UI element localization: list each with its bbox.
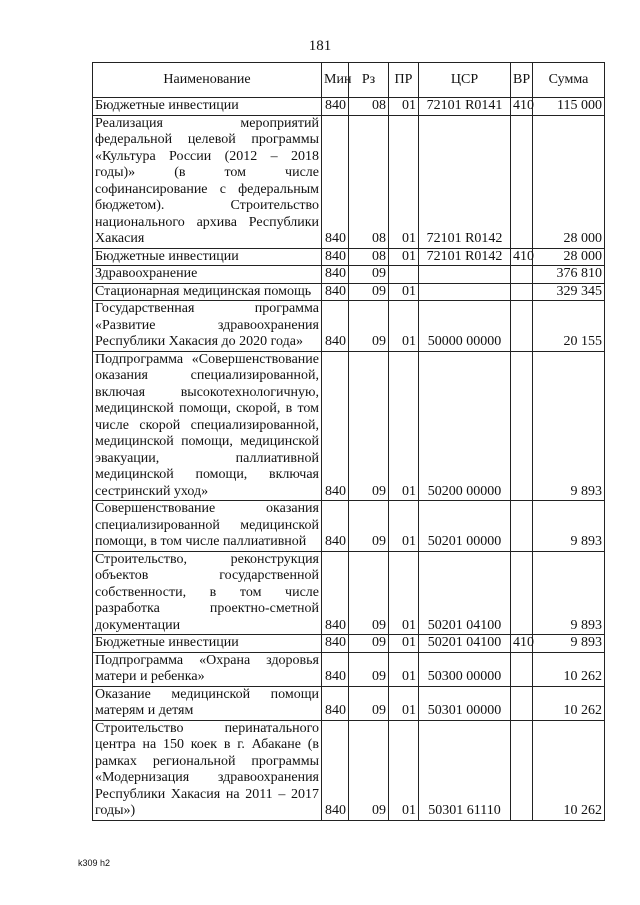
cell-vr	[511, 115, 533, 248]
cell-rz: 09	[349, 635, 389, 653]
header-vr: ВР	[511, 63, 533, 98]
table-row	[93, 686, 605, 720]
cell-pr	[389, 266, 419, 284]
cell-csr: 50301 61110	[419, 720, 511, 820]
cell-min: 840	[322, 98, 349, 116]
cell-csr: 72101 R0141	[419, 98, 511, 116]
cell-sum: 28 000	[533, 115, 605, 248]
table-row	[93, 283, 605, 301]
cell-sum: 376 810	[533, 266, 605, 284]
cell-name: Бюджетные инвестиции	[93, 635, 322, 653]
cell-min: 840	[322, 720, 349, 820]
table-row	[93, 351, 605, 501]
cell-min: 840	[322, 686, 349, 720]
cell-name: Реализация мероприятий федеральной целевой программы «Культура России (2012 – 2018 годы)» (в том числе софинансирование с федеральным бюджетом). Строительство национального архива Республики Хакасия	[93, 115, 322, 248]
cell-csr: 50301 00000	[419, 686, 511, 720]
cell-name: Бюджетные инвестиции	[93, 98, 322, 116]
cell-name: Совершенствование оказания специализированной медицинской помощи, в том числе паллиативной	[93, 501, 322, 552]
cell-min: 840	[322, 635, 349, 653]
cell-rz: 09	[349, 652, 389, 686]
cell-name: Подпрограмма «Совершенствование оказания специализированной, включая высокотехнологичную, медицинской помощи, скорой, в том числе скорой специализированной, медицинской помощи, медицинской эвакуации, паллиативной медицинской помощи, включая сестринский уход»	[93, 351, 322, 501]
cell-pr: 01	[389, 551, 419, 635]
cell-name: Здравоохранение	[93, 266, 322, 284]
cell-rz: 08	[349, 115, 389, 248]
cell-name: Строительство, реконструкция объектов государственной собственности, в том числе разработка проектно-сметной документации	[93, 551, 322, 635]
cell-pr: 01	[389, 652, 419, 686]
cell-sum: 10 262	[533, 686, 605, 720]
cell-sum: 9 893	[533, 501, 605, 552]
cell-rz: 09	[349, 301, 389, 352]
cell-pr: 01	[389, 248, 419, 266]
cell-min: 840	[322, 501, 349, 552]
cell-name: Строительство перинатального центра на 150 коек в г. Абакане (в рамках региональной программы «Модернизация здравоохранения Республики Хакасия на 2011 – 2017 годы»)	[93, 720, 322, 820]
cell-pr: 01	[389, 98, 419, 116]
cell-pr: 01	[389, 115, 419, 248]
page-number: 181	[308, 38, 332, 54]
table-row	[93, 98, 605, 116]
cell-min: 840	[322, 115, 349, 248]
table-row	[93, 652, 605, 686]
cell-rz: 09	[349, 283, 389, 301]
footer-code: k309 h2	[78, 858, 111, 868]
cell-rz: 09	[349, 501, 389, 552]
budget-table	[92, 62, 605, 821]
cell-vr	[511, 686, 533, 720]
table-row	[93, 501, 605, 552]
cell-csr: 72101 R0142	[419, 115, 511, 248]
table-row	[93, 248, 605, 266]
table-row	[93, 720, 605, 820]
cell-name: Государственная программа «Развитие здравоохранения Республики Хакасия до 2020 года»	[93, 301, 322, 352]
cell-sum: 10 262	[533, 720, 605, 820]
cell-pr: 01	[389, 301, 419, 352]
table-row	[93, 551, 605, 635]
cell-min: 840	[322, 266, 349, 284]
table-row	[93, 635, 605, 653]
cell-vr: 410	[511, 635, 533, 653]
cell-min: 840	[322, 248, 349, 266]
cell-csr: 50201 04100	[419, 551, 511, 635]
cell-vr	[511, 266, 533, 284]
cell-csr: 72101 R0142	[419, 248, 511, 266]
cell-vr: 410	[511, 98, 533, 116]
table-row	[93, 266, 605, 284]
cell-sum: 115 000	[533, 98, 605, 116]
cell-min: 840	[322, 551, 349, 635]
table-header-row	[93, 63, 605, 98]
cell-sum: 9 893	[533, 351, 605, 501]
cell-min: 840	[322, 652, 349, 686]
cell-vr	[511, 501, 533, 552]
cell-name: Стационарная медицинская помощь	[93, 283, 322, 301]
cell-vr: 410	[511, 248, 533, 266]
cell-csr: 50200 00000	[419, 351, 511, 501]
cell-sum: 329 345	[533, 283, 605, 301]
cell-min: 840	[322, 301, 349, 352]
cell-sum: 28 000	[533, 248, 605, 266]
cell-csr: 50201 00000	[419, 501, 511, 552]
cell-vr	[511, 283, 533, 301]
cell-csr: 50300 00000	[419, 652, 511, 686]
cell-sum: 20 155	[533, 301, 605, 352]
cell-pr: 01	[389, 720, 419, 820]
table-row	[93, 301, 605, 352]
cell-rz: 08	[349, 248, 389, 266]
cell-csr: 50000 00000	[419, 301, 511, 352]
cell-pr: 01	[389, 351, 419, 501]
cell-name: Бюджетные инвестиции	[93, 248, 322, 266]
header-sum: Сумма	[533, 63, 605, 98]
cell-rz: 09	[349, 551, 389, 635]
header-pr: ПР	[389, 63, 419, 98]
cell-min: 840	[322, 351, 349, 501]
cell-sum: 10 262	[533, 652, 605, 686]
cell-rz: 09	[349, 266, 389, 284]
header-name: Наименование	[93, 63, 322, 98]
cell-name: Подпрограмма «Охрана здоровья матери и ребенка»	[93, 652, 322, 686]
cell-pr: 01	[389, 686, 419, 720]
cell-pr: 01	[389, 635, 419, 653]
cell-csr	[419, 266, 511, 284]
cell-vr	[511, 301, 533, 352]
cell-sum: 9 893	[533, 635, 605, 653]
cell-min: 840	[322, 283, 349, 301]
cell-rz: 08	[349, 98, 389, 116]
header-rz: Рз	[349, 63, 389, 98]
cell-csr: 50201 04100	[419, 635, 511, 653]
cell-rz: 09	[349, 720, 389, 820]
cell-vr	[511, 652, 533, 686]
table-row	[93, 115, 605, 248]
header-csr: ЦСР	[419, 63, 511, 98]
cell-vr	[511, 720, 533, 820]
cell-rz: 09	[349, 351, 389, 501]
cell-pr: 01	[389, 283, 419, 301]
cell-sum: 9 893	[533, 551, 605, 635]
cell-name: Оказание медицинской помощи матерям и детям	[93, 686, 322, 720]
cell-pr: 01	[389, 501, 419, 552]
cell-rz: 09	[349, 686, 389, 720]
cell-csr	[419, 283, 511, 301]
cell-vr	[511, 351, 533, 501]
cell-vr	[511, 551, 533, 635]
header-min: Мин	[322, 63, 349, 98]
